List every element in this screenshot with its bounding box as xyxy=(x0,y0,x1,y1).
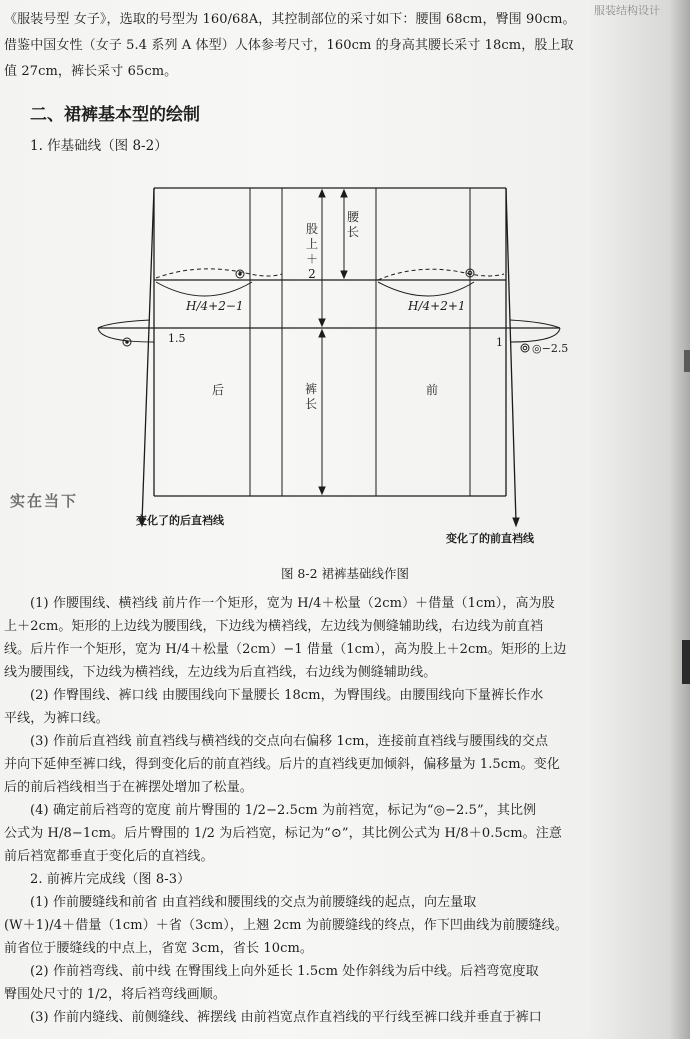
front-changed-label: 变化了的前直裆线 xyxy=(446,532,534,545)
changed-front-crotch-line xyxy=(506,188,516,522)
intro-line-3: 值 27cm，裤长采寸 65cm。 xyxy=(4,64,178,79)
para-4-line-1: (4) 确定前后裆弯的宽度 前片臀围的 1/2−2.5cm 为前裆宽，标记为“◎−2.5”，其比例 xyxy=(30,803,537,818)
subsection-heading-1: 1. 作基础线（图 8-2） xyxy=(30,138,168,154)
para-5-line-1: (1) 作前腰缝线和前省 由直裆线和腰围线的交点为前腰缝线的起点，向左量取 xyxy=(30,895,477,910)
back-changed-label: 变化了的后直裆线 xyxy=(136,514,224,527)
page-edge-tab xyxy=(682,640,690,684)
back-hip-label: H/4+2−1 xyxy=(186,299,244,313)
front-label: 前 xyxy=(426,383,439,397)
pants-length-label: 裤长 xyxy=(304,382,317,411)
back-label: 后 xyxy=(212,383,225,397)
figure-8-2 xyxy=(0,170,690,570)
para-5-line-3: 前省位于腰缝线的中点上，省宽 3cm，省长 10cm。 xyxy=(4,941,313,956)
para-3-line-3: 后的前后裆线相当于在裤摆处增加了松量。 xyxy=(4,780,253,795)
para-2-line-2: 平线，为裤口线。 xyxy=(4,711,109,726)
pattern-diagram xyxy=(0,170,690,570)
changed-back-crotch-line xyxy=(142,188,154,522)
section-heading: 二、裙裤基本型的绘制 xyxy=(30,105,200,125)
front-crotch-width-label: ◎−2.5 xyxy=(532,342,569,355)
para-1-line-2: 上＋2cm。矩形的上边线为腰围线，下边线为横裆线，左边线为侧缝辅助线，右边线为前直裆 xyxy=(4,619,544,634)
para-7-line-1: (3) 作前内缝线、前侧缝线、裤摆线 由前裆宽点作直裆线的平行线至裤口线并垂直于裤口 xyxy=(30,1010,542,1025)
back-offset-label: 1.5 xyxy=(168,332,186,345)
intro-line-1: 《服装号型 女子》，选取的号型为 160/68A，其控制部位的采寸如下：腰围 68cm，臀围 90cm。 xyxy=(4,12,576,27)
front-hip-label: H/4+2+1 xyxy=(408,299,466,313)
back-crotch-curve xyxy=(98,328,154,342)
front-hip-arc xyxy=(378,269,504,280)
para-6-line-1: (2) 作前裆弯线、前中线 在臀围线上向外延长 1.5cm 处作斜线为后中线。后裆弯宽度取 xyxy=(30,964,539,979)
front-crotch-curve xyxy=(510,328,560,342)
para-1-line-1: (1) 作腰围线、横裆线 前片作一个矩形，宽为 H/4＋松量（2cm）＋借量（1cm），高为股 xyxy=(30,596,555,611)
front-offset-label: 1 xyxy=(496,336,503,349)
para-6-line-2: 臀围处尺寸的 1/2，将后裆弯线画顺。 xyxy=(4,987,226,1002)
running-head: 服装结构设计 xyxy=(594,4,660,17)
para-2-line-1: (2) 作臀围线、裤口线 由腰围线向下量腰长 18cm，为臀围线。由腰围线向下量裤长作水 xyxy=(30,688,544,703)
waist-length-label: 腰长 xyxy=(346,210,359,239)
intro-line-2: 借鉴中国女性（女子 5.4 系列 A 体型）人体参考尺寸，160cm 的身高其腰长采寸 18cm，股上取 xyxy=(4,38,574,53)
para-1-line-4: 线为腰围线，下边线为横裆线，左边线为后直裆线，右边线为侧缝辅助线。 xyxy=(4,665,437,680)
page-edge-tab-small xyxy=(684,350,690,372)
back-hip-arc xyxy=(156,269,282,278)
watermark-stamp: 实在当下 xyxy=(10,492,79,510)
para-5-line-2: (W＋1)/4＋借量（1cm）＋省（3cm），上翘 2cm 为前腰缝线的终点，作下凹曲线为前腰缝线。 xyxy=(4,918,568,933)
crotch-depth-label: 股上＋2 xyxy=(305,222,318,281)
subsection-heading-2: 2. 前裤片完成线（图 8-3） xyxy=(30,872,191,887)
para-4-line-3: 前后裆宽都垂直于变化后的直裆线。 xyxy=(4,849,214,864)
para-4-line-2: 公式为 H/8−1cm。后片臀围的 1/2 为后裆宽，标记为“⊙”，其比例公式为 H/8＋0.5cm。注意 xyxy=(4,826,562,841)
para-1-line-3: 线。后片作一个矩形，宽为 H/4＋松量（2cm）−1 借量（1cm），高为股上＋2cm。矩形的上边 xyxy=(4,642,567,657)
para-3-line-1: (3) 作前后直裆线 前直裆线与横裆线的交点向右偏移 1cm，连接前直裆线与腰围线的交点 xyxy=(30,734,549,749)
figure-caption: 图 8-2 裙裤基础线作图 xyxy=(280,566,410,581)
para-3-line-2: 并向下延伸至裤口线，得到变化后的前直裆线。后片的直裆线更加倾斜，偏移量为 1.5cm。变化 xyxy=(4,757,560,772)
